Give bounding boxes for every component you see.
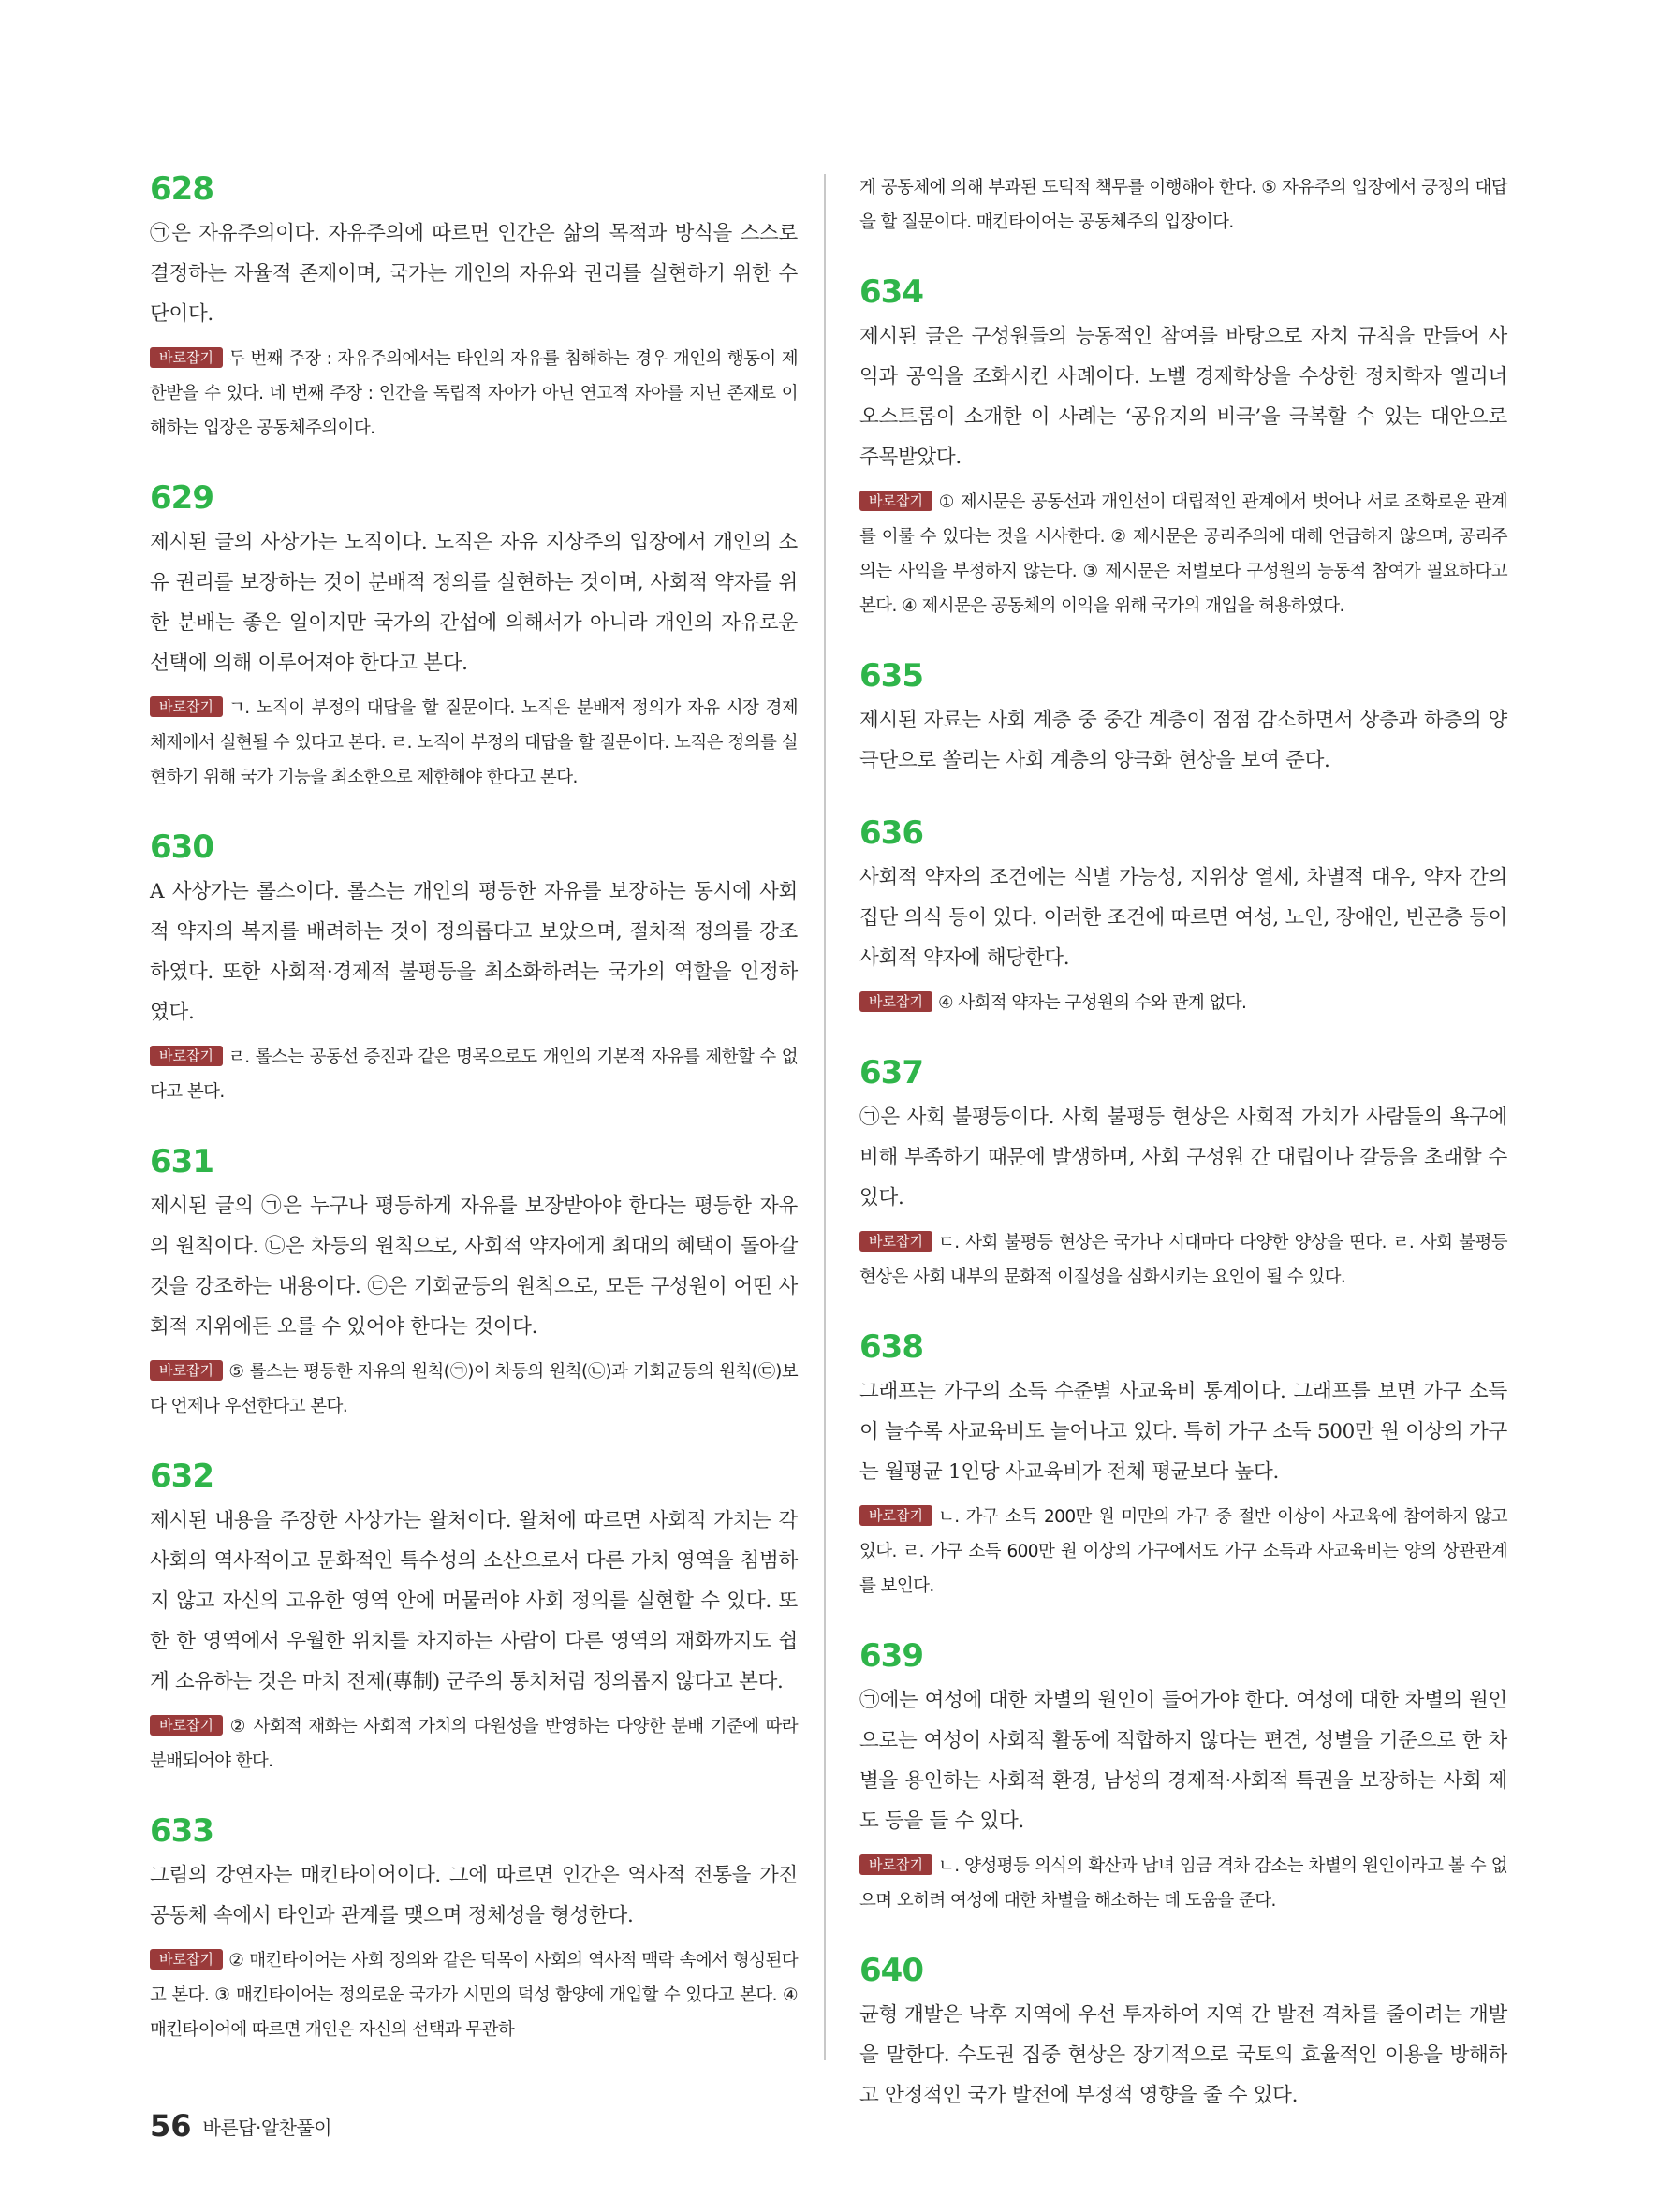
- page-number: 56: [150, 2108, 192, 2144]
- question-number: 631: [150, 1143, 213, 1180]
- correction-text: ㄴ. 가구 소득 200만 원 미만의 가구 중 절반 이상이 사교육에 참여하지 않고 있다. ㄹ. 가구 소득 600만 원 이상의 가구에서도 가구 소득과 사교육비는 양의 상관관계를 보인다.: [859, 1507, 1507, 1596]
- question-number: 632: [150, 1458, 213, 1495]
- question-number: 630: [150, 828, 213, 866]
- correction-badge: 바로잡기: [859, 1505, 932, 1526]
- question-631: [150, 1143, 798, 1424]
- question-640: [859, 1952, 1507, 2116]
- correction-text: ㄱ. 노직이 부정의 대답을 할 질문이다. 노직은 분배적 정의가 자유 시장 경제 체제에서 실현될 수 있다고 본다. ㄹ. 노직이 부정의 대답을 할 질문이다. 노직은 정의를 실현하기 위해 국가 기능을 최소한으로 제한해야 한다고 본다.: [150, 698, 798, 787]
- answer-explanation: 사회적 약자의 조건에는 식별 가능성, 지위상 열세, 차별적 대우, 약자 간의 집단 의식 등이 있다. 이러한 조건에 따르면 여성, 노인, 장애인, 빈곤층 등이 사회적 약자에 해당한다.: [859, 866, 1507, 970]
- question-629: [150, 479, 798, 795]
- correction-note: [150, 1943, 798, 2047]
- correction-note: [150, 342, 798, 446]
- correction-badge: 바로잡기: [150, 1046, 223, 1066]
- correction-note: [859, 1225, 1507, 1295]
- correction-text: ㄹ. 롤스는 공동선 증진과 같은 명목으로도 개인의 기본적 자유를 제한할 수 없다고 본다.: [150, 1047, 798, 1102]
- correction-badge: 바로잡기: [150, 1715, 223, 1736]
- question-634: [859, 273, 1507, 623]
- question-638: [859, 1328, 1507, 1604]
- answer-explanation: ㉠은 자유주의이다. 자유주의에 따르면 인간은 삶의 목적과 방식을 스스로 결정하는 자율적 존재이며, 국가는 개인의 자유와 권리를 실현하기 위한 수단이다.: [150, 222, 798, 326]
- answer-explanation: 제시된 글은 구성원들의 능동적인 참여를 바탕으로 자치 규칙을 만들어 사익과 공익을 조화시킨 사례이다. 노벨 경제학상을 수상한 정치학자 엘리너 오스트롬이 소개한 이 사례는 ‘공유지의 비극’을 극복할 수 있는 대안으로 주목받았다.: [859, 325, 1507, 469]
- answer-explanation: ㉠은 사회 불평등이다. 사회 불평등 현상은 사회적 가치가 사람들의 욕구에 비해 부족하기 때문에 발생하며, 사회 구성원 간 대립이나 갈등을 초래할 수 있다.: [859, 1106, 1507, 1209]
- question-number: 629: [150, 479, 213, 517]
- left-column: [150, 170, 798, 2081]
- question-number: 628: [150, 170, 213, 208]
- correction-badge: 바로잡기: [859, 491, 932, 511]
- question-number: 640: [859, 1952, 923, 1989]
- correction-note: [859, 485, 1507, 623]
- right-column: [859, 170, 1507, 2149]
- question-number: 633: [150, 1812, 213, 1850]
- question-635: [859, 657, 1507, 781]
- correction-badge: 바로잡기: [150, 1360, 223, 1381]
- question-637: [859, 1054, 1507, 1295]
- question-number: 639: [859, 1637, 923, 1675]
- correction-badge: 바로잡기: [859, 1854, 932, 1875]
- question-number: 638: [859, 1328, 923, 1366]
- question-number: 637: [859, 1054, 923, 1091]
- answer-explanation: 제시된 글의 사상가는 노직이다. 노직은 자유 지상주의 입장에서 개인의 소유 권리를 보장하는 것이 분배적 정의를 실현하는 것이며, 사회적 약자를 위한 분배는 좋은 일이지만 국가의 간섭에 의해서가 아니라 개인의 자유로운 선택에 의해 이루어져야 한다고 본다.: [150, 531, 798, 675]
- correction-text: ⑤ 롤스는 평등한 자유의 원칙(㉠)이 차등의 원칙(㉡)과 기회균등의 원칙(㉢)보다 언제나 우선한다고 본다.: [150, 1362, 798, 1416]
- correction-badge: 바로잡기: [859, 1231, 932, 1252]
- correction-badge: 바로잡기: [859, 991, 932, 1012]
- correction-note: [150, 1709, 798, 1779]
- correction-note: [859, 1849, 1507, 1918]
- answer-explanation: A 사상가는 롤스이다. 롤스는 개인의 평등한 자유를 보장하는 동시에 사회적 약자의 복지를 배려하는 것이 정의롭다고 보았으며, 절차적 정의를 강조하였다. 또한 사회적·경제적 불평등을 최소화하려는 국가의 역할을 인정하였다.: [150, 880, 798, 1024]
- answer-explanation: 균형 개발은 낙후 지역에 우선 투자하여 지역 간 발전 격차를 줄이려는 개발을 말한다. 수도권 집중 현상은 장기적으로 국토의 효율적인 이용을 방해하고 안정적인 국가 발전에 부정적 영향을 줄 수 있다.: [859, 2003, 1507, 2107]
- page-footer: [150, 2108, 331, 2144]
- answer-explanation: 그림의 강연자는 매킨타이어이다. 그에 따르면 인간은 역사적 전통을 가진 공동체 속에서 타인과 관계를 맺으며 정체성을 형성한다.: [150, 1864, 798, 1927]
- correction-note: [859, 986, 1507, 1020]
- correction-badge: 바로잡기: [150, 696, 223, 717]
- question-630: [150, 828, 798, 1109]
- correction-text: ② 사회적 재화는 사회적 가치의 다원성을 반영하는 다양한 분배 기준에 따라 분배되어야 한다.: [150, 1717, 798, 1771]
- answer-explanation: 제시된 글의 ㉠은 누구나 평등하게 자유를 보장받아야 한다는 평등한 자유의 원칙이다. ㉡은 차등의 원칙으로, 사회적 약자에게 최대의 혜택이 돌아갈 것을 강조하는 내용이다. ㉢은 기회균등의 원칙으로, 모든 구성원이 어떤 사회적 지위에든 오를 수 있어야 한다는 것이다.: [150, 1194, 798, 1339]
- answer-explanation: ㉠에는 여성에 대한 차별의 원인이 들어가야 한다. 여성에 대한 차별의 원인으로는 여성이 사회적 활동에 적합하지 않다는 편견, 성별을 기준으로 한 차별을 용인하는 사회적 환경, 남성의 경제적·사회적 특권을 보장하는 사회 제도 등을 들 수 있다.: [859, 1689, 1507, 1833]
- correction-badge: 바로잡기: [150, 347, 223, 368]
- question-628: [150, 170, 798, 446]
- question-639: [859, 1637, 1507, 1918]
- correction-note: [859, 1500, 1507, 1604]
- correction-text: ㄷ. 사회 불평등 현상은 국가나 시대마다 다양한 양상을 띤다. ㄹ. 사회 불평등 현상은 사회 내부의 문화적 이질성을 심화시키는 요인이 될 수 있다.: [859, 1233, 1507, 1287]
- correction-note: [150, 691, 798, 795]
- correction-text: 두 번째 주장 : 자유주의에서는 타인의 자유를 침해하는 경우 개인의 행동이 제한받을 수 있다. 네 번째 주장 : 인간을 독립적 자아가 아닌 연고적 자아를 지닌 존재로 이해하는 입장은 공동체주의이다.: [150, 349, 798, 438]
- question-number: 636: [859, 814, 923, 852]
- correction-text: ㄴ. 양성평등 의식의 확산과 남녀 임금 격차 감소는 차별의 원인이라고 볼 수 없으며 오히려 여성에 대한 차별을 해소하는 데 도움을 준다.: [859, 1856, 1507, 1911]
- answer-explanation: 제시된 자료는 사회 계층 중 중간 계층이 점점 감소하면서 상층과 하층의 양 극단으로 쏠리는 사회 계층의 양극화 현상을 보여 준다.: [859, 709, 1507, 772]
- correction-continuation-633: 게 공동체에 의해 부과된 도덕적 책무를 이행해야 한다. ⑤ 자유주의 입장에서 긍정의 대답을 할 질문이다. 매킨타이어는 공동체주의 입장이다.: [859, 178, 1507, 232]
- answer-explanation: 제시된 내용을 주장한 사상가는 왈처이다. 왈처에 따르면 사회적 가치는 각 사회의 역사적이고 문화적인 특수성의 소산으로서 다른 가치 영역을 침범하지 않고 자신의 고유한 영역 안에 머물러야 사회 정의를 실현할 수 있다. 또한 한 영역에서 우월한 위치를 차지하는 사람이 다른 영역의 재화까지도 쉽게 소유하는 것은 마치 전제(專制) 군주의 통치처럼 정의롭지 않다고 본다.: [150, 1509, 798, 1693]
- correction-text: ④ 사회적 약자는 구성원의 수와 관계 없다.: [937, 993, 1247, 1013]
- column-divider: [824, 174, 826, 2060]
- correction-note: [150, 1355, 798, 1424]
- correction-text: ② 매킨타이어는 사회 정의와 같은 덕목이 사회의 역사적 맥락 속에서 형성된다고 본다. ③ 매킨타이어는 정의로운 국가가 시민의 덕성 함양에 개입할 수 있다고 본다. ④ 매킨타이어에 따르면 개인은 자신의 선택과 무관하: [150, 1951, 798, 2040]
- correction-text: ① 제시문은 공동선과 개인선이 대립적인 관계에서 벗어나 서로 조화로운 관계를 이룰 수 있다는 것을 시사한다. ② 제시문은 공리주의에 대해 언급하지 않으며, 공리주의는 사익을 부정하지 않는다. ③ 제시문은 처벌보다 구성원의 능동적 참여가 필요하다고 본다. ④ 제시문은 공동체의 이익을 위해 국가의 개입을 허용하였다.: [859, 492, 1507, 616]
- question-number: 635: [859, 657, 923, 695]
- question-632: [150, 1458, 798, 1779]
- correction-note: [150, 1040, 798, 1109]
- answer-explanation: 그래프는 가구의 소득 수준별 사교육비 통계이다. 그래프를 보면 가구 소득이 늘수록 사교육비도 늘어나고 있다. 특히 가구 소득 500만 원 이상의 가구는 월평균 1인당 사교육비가 전체 평균보다 높다.: [859, 1380, 1507, 1484]
- question-636: [859, 814, 1507, 1020]
- section-label: 바른답·알찬풀이: [202, 2117, 332, 2139]
- correction-badge: 바로잡기: [150, 1949, 223, 1970]
- question-number: 634: [859, 273, 923, 311]
- question-633: [150, 1812, 798, 2047]
